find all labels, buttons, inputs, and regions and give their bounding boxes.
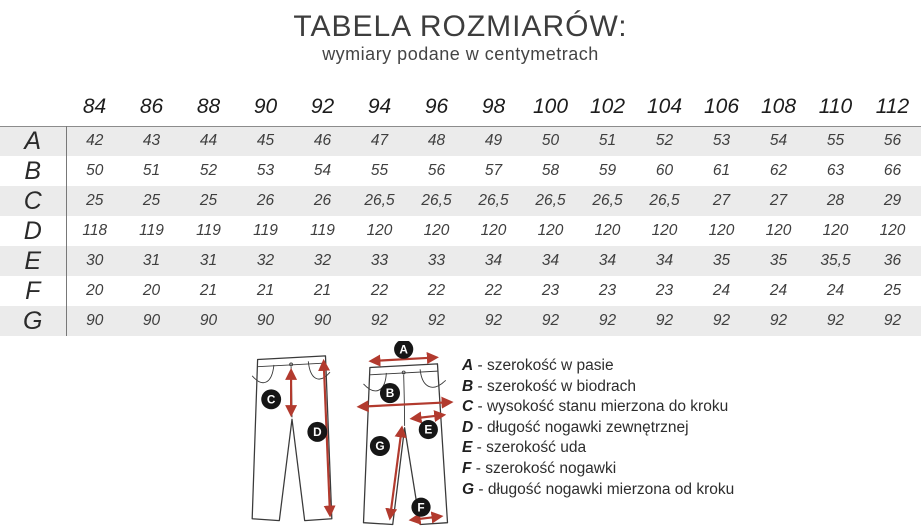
size-cell: 57: [484, 162, 503, 179]
size-column-header: 96: [424, 94, 449, 118]
size-column-header: 94: [367, 94, 392, 118]
size-cell: 92: [769, 312, 788, 329]
size-column-header: 84: [82, 94, 107, 118]
measurement-row-G: [0, 306, 921, 336]
size-cell: 52: [636, 126, 693, 156]
size-cell: 45: [237, 126, 294, 156]
size-column-header: 98: [481, 94, 506, 118]
size-column-header: 88: [196, 94, 221, 118]
size-cell: 120: [765, 222, 792, 239]
badge-E-label: E: [424, 422, 433, 437]
size-column-header: 100: [532, 94, 569, 118]
button-icon: [290, 363, 293, 366]
legend-text: - szerokość w pasie: [473, 357, 614, 374]
pants-front-left-svg: [242, 345, 342, 526]
legend-text: - szerokość w biodrach: [473, 377, 637, 395]
size-cell: 34: [655, 252, 674, 269]
size-cell: 119: [253, 222, 278, 239]
size-cell: 24: [826, 282, 845, 299]
size-column-header: 86: [139, 94, 164, 118]
badge-G-label: G: [375, 439, 385, 454]
size-cell: 120: [651, 222, 678, 239]
size-cell: 53: [693, 126, 750, 156]
measurement-row-B: [0, 156, 921, 186]
measure-arrow-F: [411, 516, 441, 520]
measurement-row-D: [0, 216, 921, 246]
size-cell: 25: [199, 192, 218, 209]
size-cell: 118: [82, 222, 108, 239]
size-cell: 92: [826, 312, 845, 329]
row-label: E: [0, 246, 66, 276]
legend-letter: C: [462, 398, 474, 416]
legend-text: - wysokość stanu mierzona do kroku: [473, 398, 729, 416]
measurement-legend: [462, 356, 734, 500]
size-cell: 36: [883, 252, 902, 269]
row-label: D: [0, 216, 66, 246]
row-label: G: [0, 306, 66, 336]
size-cell: 26: [256, 192, 275, 209]
size-cell: 92: [598, 312, 617, 329]
size-cell: 54: [313, 162, 332, 179]
legend-item-C: [462, 397, 734, 418]
size-cell: 55: [370, 162, 389, 179]
pocket-left-line: [252, 365, 274, 383]
size-cell: 90: [313, 312, 332, 329]
size-cell: 120: [708, 222, 735, 239]
measurement-row-C: [0, 186, 921, 216]
size-column-header: 112: [875, 94, 910, 118]
size-cell: 49: [465, 126, 522, 156]
size-cell: 26,5: [649, 192, 680, 209]
measure-arrow-G: [390, 428, 402, 518]
size-cell: 92: [712, 312, 731, 329]
size-column-header: 106: [703, 94, 740, 118]
pants-diagram-right: [349, 341, 462, 528]
size-cell: 34: [598, 252, 617, 269]
size-header-row: [0, 86, 921, 126]
size-cell: 120: [822, 222, 849, 239]
size-cell: 30: [86, 252, 104, 269]
size-cell: 20: [86, 282, 104, 299]
size-column-header: 92: [310, 94, 335, 118]
row-label: C: [0, 186, 66, 216]
size-cell: 59: [598, 162, 617, 179]
size-cell: 26: [313, 192, 332, 209]
size-cell: 31: [142, 252, 161, 269]
size-cell: 43: [123, 126, 180, 156]
size-cell: 27: [712, 192, 731, 209]
measure-arrow-E: [412, 415, 444, 419]
size-table: [0, 86, 921, 336]
size-cell: 27: [769, 192, 788, 209]
size-cell: 56: [427, 162, 446, 179]
size-cell: 90: [142, 312, 161, 329]
size-cell: 54: [750, 126, 807, 156]
size-cell: 119: [196, 222, 221, 239]
measurement-row-F: [0, 276, 921, 306]
size-column-header: 110: [818, 94, 853, 118]
size-cell: 26,5: [421, 192, 452, 209]
size-cell: 46: [294, 126, 351, 156]
measurement-row-E: [0, 246, 921, 276]
size-cell: 25: [86, 192, 104, 209]
size-cell: 23: [541, 282, 560, 299]
size-cell: 29: [883, 192, 902, 209]
size-column-header: 108: [760, 94, 797, 118]
size-cell: 51: [142, 162, 161, 179]
badge-A-label: A: [399, 342, 408, 357]
size-cell: 21: [256, 282, 275, 299]
size-cell: 66: [883, 162, 902, 179]
size-cell: 25: [142, 192, 161, 209]
size-cell: 92: [427, 312, 446, 329]
legend-item-A: [462, 356, 734, 377]
size-cell: 119: [139, 222, 164, 239]
size-cell: 120: [366, 222, 393, 239]
size-cell: 55: [807, 126, 864, 156]
size-cell: 50: [86, 162, 104, 179]
size-table-body: [0, 126, 921, 336]
size-table-header: [0, 86, 921, 126]
size-cell: 33: [370, 252, 389, 269]
size-cell: 35: [712, 252, 731, 269]
measurement-row-A: [0, 126, 921, 156]
legend-letter: A: [462, 357, 474, 374]
size-cell: 58: [541, 162, 560, 179]
badge-F-label: F: [417, 500, 425, 515]
size-cell: 90: [86, 312, 104, 329]
size-column-header: 104: [646, 94, 683, 118]
size-cell: 22: [370, 282, 389, 299]
size-cell: 51: [579, 126, 636, 156]
size-cell: 22: [484, 282, 503, 299]
size-cell: 48: [408, 126, 465, 156]
title-block: [0, 10, 921, 65]
badge-D-label: D: [313, 425, 322, 439]
size-cell: 56: [864, 126, 921, 156]
size-cell: 90: [199, 312, 218, 329]
size-cell: 21: [313, 282, 332, 299]
page-title: TABELA ROZMIARÓW:: [293, 10, 628, 43]
size-cell: 50: [522, 126, 579, 156]
size-cell: 92: [541, 312, 560, 329]
size-cell: 24: [712, 282, 731, 299]
row-label: A: [0, 126, 66, 156]
page-subtitle: wymiary podane w centymetrach: [322, 44, 599, 64]
size-cell: 23: [655, 282, 674, 299]
size-cell: 52: [199, 162, 218, 179]
size-cell: 24: [769, 282, 788, 299]
size-cell: 61: [712, 162, 731, 179]
badge-C-label: C: [266, 393, 276, 407]
size-cell: 35,5: [820, 252, 851, 269]
legend-letter: F: [462, 459, 472, 477]
legend-letter: B: [462, 377, 474, 395]
size-cell: 25: [883, 282, 902, 299]
size-cell: 26,5: [535, 192, 566, 209]
legend-item-B: [462, 377, 734, 398]
legend-item-D: [462, 418, 734, 439]
row-label: B: [0, 156, 66, 186]
row-label: F: [0, 276, 66, 306]
legend-letter: D: [462, 418, 474, 436]
legend-item-E: [462, 438, 734, 459]
table-corner: [0, 86, 66, 126]
size-cell: 120: [879, 222, 906, 239]
size-cell: 60: [655, 162, 674, 179]
legend-item-G: [462, 480, 734, 501]
legend-letter: G: [462, 480, 475, 498]
size-cell: 28: [826, 192, 845, 209]
size-cell: 42: [66, 126, 123, 156]
size-cell: 120: [480, 222, 507, 239]
size-cell: 26,5: [478, 192, 509, 209]
size-cell: 120: [537, 222, 564, 239]
size-cell: 32: [256, 252, 275, 269]
size-column-header: 102: [589, 94, 626, 118]
size-cell: 120: [423, 222, 450, 239]
legend-text: - długość nogawki zewnętrznej: [473, 418, 689, 436]
size-cell: 26,5: [592, 192, 623, 209]
size-cell: 22: [427, 282, 446, 299]
size-cell: 92: [484, 312, 503, 329]
badge-B-label: B: [385, 386, 395, 401]
size-cell: 63: [826, 162, 845, 179]
size-cell: 31: [199, 252, 218, 269]
size-cell: 92: [370, 312, 389, 329]
pants-front-right-svg: [349, 341, 462, 528]
size-cell: 90: [256, 312, 275, 329]
pants-diagram-left: [242, 345, 342, 526]
size-cell: 35: [769, 252, 788, 269]
size-cell: 33: [427, 252, 446, 269]
size-cell: 47: [351, 126, 408, 156]
legend-item-F: [462, 459, 734, 480]
size-cell: 119: [310, 222, 335, 239]
size-cell: 21: [199, 282, 218, 299]
legend-letter: E: [462, 439, 473, 457]
size-cell: 23: [598, 282, 617, 299]
fly-line: [404, 375, 405, 426]
size-cell: 53: [256, 162, 275, 179]
size-cell: 44: [180, 126, 237, 156]
size-cell: 92: [655, 312, 674, 329]
legend-text: - szerokość nogawki: [471, 459, 617, 477]
size-cell: 120: [594, 222, 621, 239]
size-cell: 34: [541, 252, 560, 269]
size-cell: 32: [313, 252, 332, 269]
legend-text: - długość nogawki mierzona od kroku: [474, 480, 735, 498]
legend-text: - szerokość uda: [472, 439, 587, 457]
size-cell: 92: [883, 312, 902, 329]
size-cell: 62: [769, 162, 788, 179]
size-column-header: 90: [253, 94, 278, 118]
size-cell: 34: [484, 252, 503, 269]
size-cell: 26,5: [364, 192, 395, 209]
measure-arrow-B: [359, 402, 451, 407]
size-cell: 20: [142, 282, 161, 299]
